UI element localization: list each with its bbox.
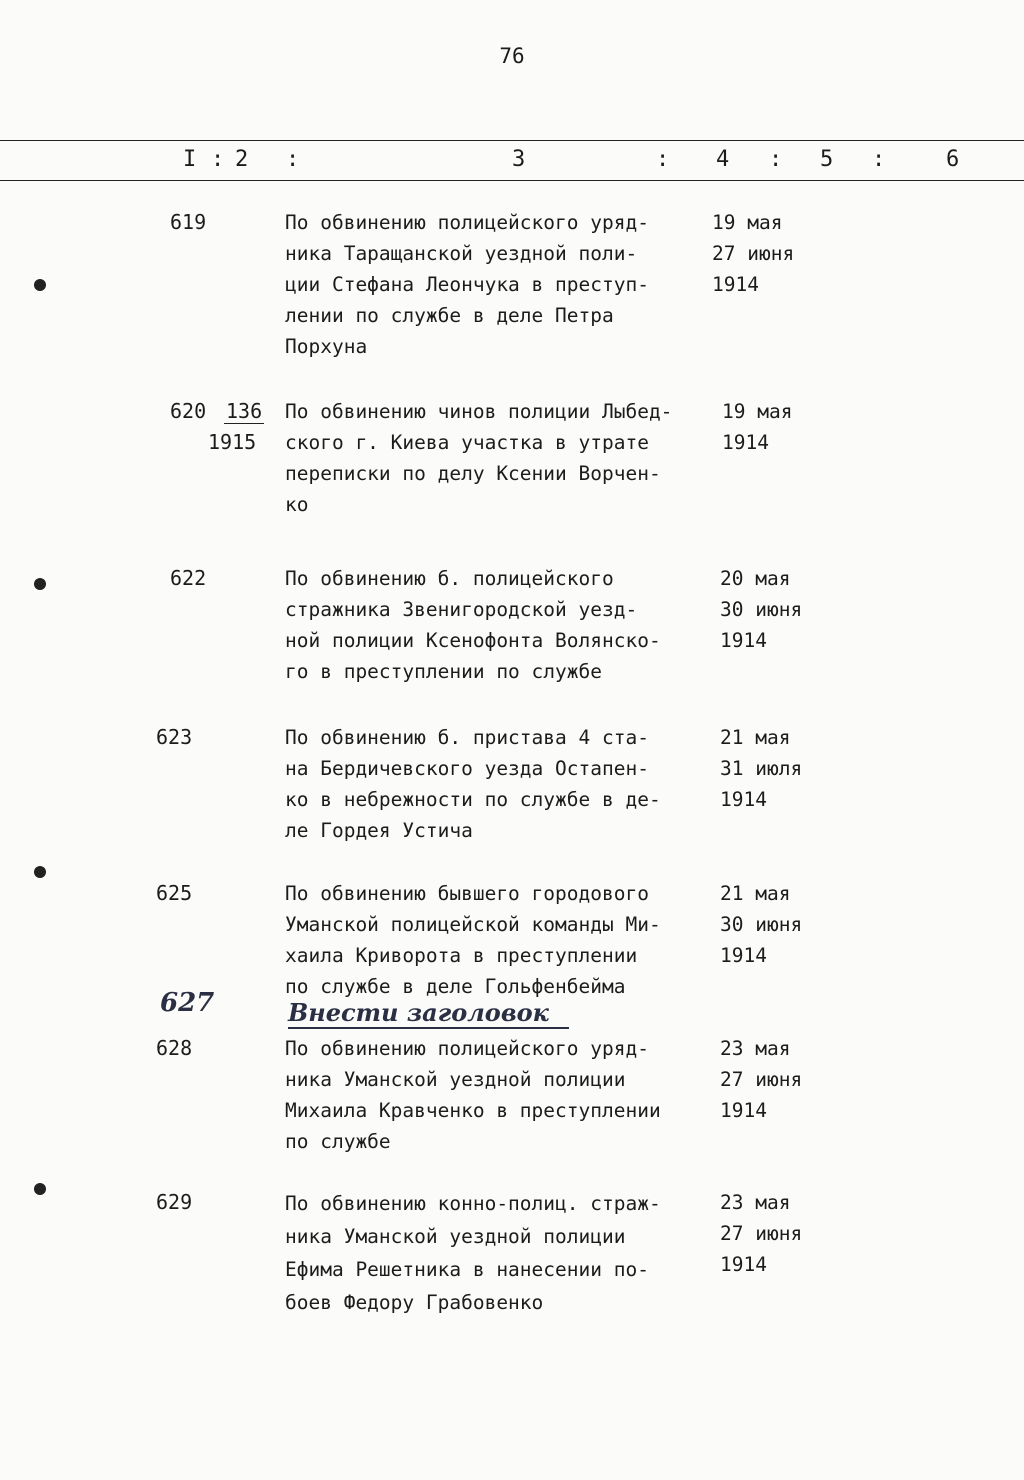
year: 1914 bbox=[722, 431, 769, 454]
description-line: Порхуна bbox=[285, 335, 368, 358]
year: 1914 bbox=[720, 1253, 767, 1276]
column-number-1: I bbox=[183, 147, 197, 172]
description-line: Ефима Решетника в нанесении по- bbox=[285, 1258, 649, 1281]
description-line: Уманской полицейской команды Ми- bbox=[285, 913, 661, 936]
start-date: 21 мая bbox=[720, 882, 791, 905]
header-rule-top bbox=[0, 140, 1024, 141]
start-date: 19 мая bbox=[722, 400, 793, 423]
column-number-4: 4 bbox=[716, 147, 730, 172]
column-separator: : bbox=[769, 147, 783, 172]
punch-hole-mark bbox=[34, 578, 46, 590]
year: 1914 bbox=[720, 788, 767, 811]
entry-description bbox=[285, 207, 705, 362]
year: 1914 bbox=[720, 944, 767, 967]
column-number-5: 5 bbox=[820, 147, 834, 172]
entry-description bbox=[285, 1187, 705, 1319]
punch-hole-mark bbox=[34, 279, 46, 291]
entry-description bbox=[285, 563, 705, 687]
entry-dates bbox=[712, 207, 794, 300]
description-line: ции Стефана Леончука в преступ- bbox=[285, 273, 649, 296]
description-line: на Бердичевского уезда Остапен- bbox=[285, 757, 649, 780]
description-line: ле Гордея Устича bbox=[285, 819, 473, 842]
entry-fraction bbox=[208, 396, 268, 458]
entry-number: 622 bbox=[170, 566, 207, 590]
entry-number: 628 bbox=[156, 1036, 193, 1060]
start-date: 23 мая bbox=[720, 1037, 791, 1060]
end-date: 27 июня bbox=[712, 242, 795, 265]
punch-hole-mark bbox=[34, 866, 46, 878]
description-line: ной полиции Ксенофонта Волянско- bbox=[285, 629, 661, 652]
handwritten-number: 627 bbox=[160, 988, 215, 1018]
entry-description bbox=[285, 722, 705, 846]
start-date: 21 мая bbox=[720, 726, 791, 749]
header-rule-bottom bbox=[0, 180, 1024, 181]
end-date: 27 июня bbox=[720, 1222, 803, 1245]
column-separator: : bbox=[656, 147, 670, 172]
column-number-3: 3 bbox=[512, 147, 526, 172]
entry-description bbox=[285, 1033, 705, 1157]
entry-number: 625 bbox=[156, 881, 193, 905]
entry-dates bbox=[720, 563, 802, 656]
end-date: 30 июня bbox=[720, 598, 803, 621]
description-line: ко в небрежности по службе в де- bbox=[285, 788, 661, 811]
column-number-2: 2 bbox=[235, 147, 249, 172]
description-line: ника Уманской уездной полиции bbox=[285, 1225, 626, 1248]
description-line: переписки по делу Ксении Ворчен- bbox=[285, 462, 661, 485]
entry-dates bbox=[720, 878, 802, 971]
column-separator: : bbox=[286, 147, 300, 172]
description-line: ко bbox=[285, 493, 309, 516]
start-date: 23 мая bbox=[720, 1191, 791, 1214]
entry-description bbox=[285, 878, 705, 1002]
entry-dates bbox=[720, 1187, 802, 1280]
handwritten-note: Внести заголовок bbox=[288, 998, 569, 1029]
end-date: 30 июня bbox=[720, 913, 803, 936]
year: 1914 bbox=[720, 629, 767, 652]
description-line: боев Федору Грабовенко bbox=[285, 1291, 544, 1314]
description-line: По обвинению полицейского уряд- bbox=[285, 1037, 649, 1060]
description-line: По обвинению чинов полиции Лыбед- bbox=[285, 400, 673, 423]
description-line: По обвинению б. полицейского bbox=[285, 567, 614, 590]
year: 1914 bbox=[712, 273, 759, 296]
description-line: ника Уманской уездной полиции bbox=[285, 1068, 626, 1091]
description-line: По обвинению б. пристава 4 ста- bbox=[285, 726, 649, 749]
entry-number: 619 bbox=[170, 210, 207, 234]
entry-number: 620 bbox=[170, 399, 207, 423]
description-line: по службе bbox=[285, 1130, 391, 1153]
description-line: По обвинению полицейского уряд- bbox=[285, 211, 649, 234]
entry-description bbox=[285, 396, 705, 520]
fraction-denominator: 1915 bbox=[208, 430, 257, 454]
entry-dates bbox=[720, 1033, 802, 1126]
description-line: По обвинению бывшего городового bbox=[285, 882, 649, 905]
end-date: 31 июля bbox=[720, 757, 803, 780]
end-date: 27 июня bbox=[720, 1068, 803, 1091]
description-line: го в преступлении по службе bbox=[285, 660, 602, 683]
column-number-6: 6 bbox=[946, 147, 960, 172]
description-line: Михаила Кравченко в преступлении bbox=[285, 1099, 661, 1122]
column-separator: : bbox=[211, 147, 225, 172]
page-number: 76 bbox=[499, 44, 525, 68]
entry-number: 629 bbox=[156, 1190, 193, 1214]
description-line: лении по службе в деле Петра bbox=[285, 304, 614, 327]
description-line: ского г. Киева участка в утрате bbox=[285, 431, 649, 454]
entry-number: 623 bbox=[156, 725, 193, 749]
entry-dates bbox=[720, 722, 802, 815]
column-separator: : bbox=[872, 147, 886, 172]
start-date: 20 мая bbox=[720, 567, 791, 590]
fraction-numerator: 136 bbox=[226, 399, 263, 423]
start-date: 19 мая bbox=[712, 211, 783, 234]
entry-dates bbox=[722, 396, 792, 458]
description-line: ника Таращанской уездной поли- bbox=[285, 242, 638, 265]
description-line: по службе в деле Гольфенбейма bbox=[285, 975, 626, 998]
year: 1914 bbox=[720, 1099, 767, 1122]
punch-hole-mark bbox=[34, 1183, 46, 1195]
description-line: хаила Криворота в преступлении bbox=[285, 944, 638, 967]
description-line: стражника Звенигородской уезд- bbox=[285, 598, 638, 621]
description-line: По обвинению конно-полиц. страж- bbox=[285, 1192, 661, 1215]
